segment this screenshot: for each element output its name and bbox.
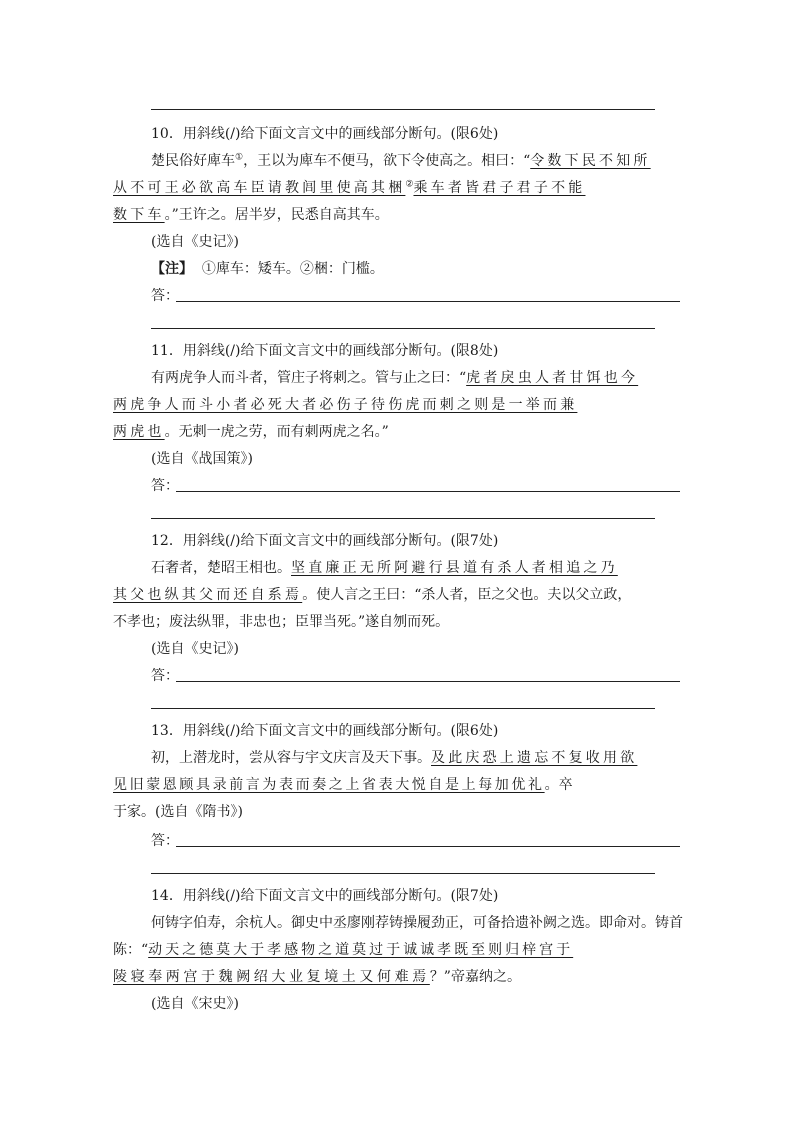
q14-passage-line-1: 何铸字伯寿，余杭人。御史中丞廖刚荐铸操履劲正，可备拾遗补阙之选。即命对。铸首 <box>151 915 683 931</box>
q13-answer-label: 答： <box>151 833 179 849</box>
q13-underlined-text: 见旧蒙恩顾具录前言为表而奏之上省表大悦自是上每加优礼 <box>113 777 545 793</box>
q10-underlined-text: 乘车者皆君子君子不能 <box>413 180 586 196</box>
q12-underlined-text: 坚直廉正无所阿避行县道有杀人者相追之乃 <box>291 560 618 576</box>
q12-passage-line-1: 石奢者，楚昭王相也。坚直廉正无所阿避行县道有杀人者相追之乃 <box>151 560 618 576</box>
q10-underlined-text: 从不可王必欲高车臣请教闾里使高其梱 <box>113 180 406 196</box>
q10-answer-line[interactable] <box>176 301 680 302</box>
q12-underlined-text: 其父也纵其父而还自系焉 <box>113 587 303 603</box>
q11-answer-line[interactable] <box>176 491 680 492</box>
q14-passage-line-3: 陵寝奉两宫于魏阙绍大业复境土又何难焉？”帝嘉纳之。 <box>113 969 521 985</box>
q10-passage-line-2: 从不可王必欲高车臣请教闾里使高其梱②乘车者皆君子君子不能 <box>113 179 586 196</box>
q11-answer-label: 答： <box>151 478 179 494</box>
q11-passage-line-1: 有两虎争人而斗者，管庄子将刺之。管与止之曰：“虎者戾虫人者甘饵也今 <box>151 370 639 386</box>
q13-passage-line-1: 初，上潜龙时，尝从容与宇文庆言及天下事。及此庆恐上遗忘不复收用欲 <box>151 750 638 766</box>
q14-passage-line-2: 陈：“动天之德莫大于孝感物之道莫过于诚诚孝既至则归梓宫于 <box>113 942 574 958</box>
q11-answer-line-2[interactable] <box>151 518 655 519</box>
q13-passage-line-2: 见旧蒙恩顾具录前言为表而奏之上省表大悦自是上每加优礼。卒 <box>113 777 573 793</box>
q12-passage-line-3: 不孝也；废法纵罪，非忠也；臣罪当死。”遂自刎而死。 <box>113 614 450 630</box>
q11-passage-line-3: 两虎也。无刺一虎之劳，而有刺两虎之名。” <box>113 424 389 440</box>
q10-answer-line-2[interactable] <box>151 328 655 329</box>
q10-passage-line-3: 数下车。”王许之。居半岁，民悉自高其车。 <box>113 207 389 223</box>
q13-answer-line[interactable] <box>176 846 680 847</box>
q10-passage-line-1: 楚民俗好庳车①，王以为庳车不便马，欲下令使高之。相曰：“令数下民不知所 <box>151 152 651 169</box>
q14-source: (选自《宋史》) <box>151 996 239 1012</box>
q12-answer-line[interactable] <box>176 681 680 682</box>
q10-answer-label: 答： <box>151 288 179 304</box>
q10-underlined-text: 令数下民不知所 <box>530 153 651 169</box>
q12-passage-line-2: 其父也纵其父而还自系焉。使人言之王曰：“杀人者，臣之父也。夫以父立政， <box>113 587 632 603</box>
q10-source: (选自《史记》) <box>151 234 239 250</box>
q12-answer-label: 答： <box>151 668 179 684</box>
q13-underlined-text: 及此庆恐上遗忘不复收用欲 <box>431 750 638 766</box>
q10-title: 10．用斜线(/)给下面文言文中的画线部分断句。(限6处) <box>151 126 499 142</box>
q12-source: (选自《史记》) <box>151 641 239 657</box>
q11-passage-line-2 <box>113 395 577 415</box>
q12-title: 12．用斜线(/)给下面文言文中的画线部分断句。(限7处) <box>151 533 499 549</box>
q14-underlined-text: 动天之德莫大于孝感物之道莫过于诚诚孝既至则归梓宫于 <box>148 942 574 958</box>
answer-line <box>151 109 655 110</box>
q11-title: 11．用斜线(/)给下面文言文中的画线部分断句。(限8处) <box>151 343 499 359</box>
q11-underlined-text: 虎者戾虫人者甘饵也今 <box>466 370 639 386</box>
q12-answer-line-2[interactable] <box>151 708 655 709</box>
q14-title: 14．用斜线(/)给下面文言文中的画线部分断句。(限7处) <box>151 888 499 904</box>
q11-source: (选自《战国策》) <box>151 451 253 467</box>
q13-passage-line-3: 于家。(选自《隋书》) <box>113 804 243 820</box>
q13-answer-line-2[interactable] <box>151 873 655 874</box>
q11-underlined-text: 两虎也 <box>113 424 165 440</box>
q10-underlined-text: 数下车 <box>113 207 165 223</box>
q13-title: 13．用斜线(/)给下面文言文中的画线部分断句。(限6处) <box>151 723 499 739</box>
q11-underlined-text: 两虎争人而斗小者必死大者必伤子待伤虎而刺之则是一举而兼 <box>113 397 578 413</box>
q10-note: 【注】 ①庳车：矮车。②梱：门槛。 <box>151 261 384 277</box>
q14-underlined-text: 陵寝奉两宫于魏阙绍大业复境土又何难焉 <box>113 969 430 985</box>
